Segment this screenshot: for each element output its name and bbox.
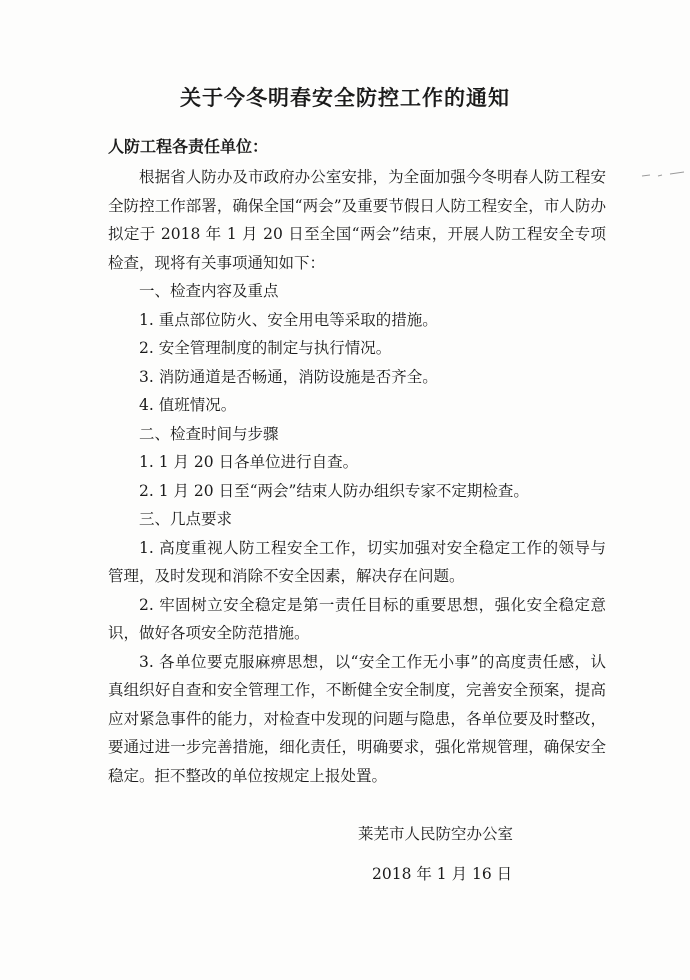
document-body — [108, 163, 606, 790]
section-heading-2: 二、检查时间与步骤 — [139, 424, 279, 443]
list-item: 3. 消防通道是否畅通，消防设施是否齐全。 — [139, 367, 438, 386]
list-item: 1. 1 月 20 日各单位进行自查。 — [139, 453, 359, 471]
section-heading-1: 一、检查内容及重点 — [139, 282, 279, 300]
scan-artifact-mark — [640, 168, 686, 180]
signature-organization: 莱芜市人民防空办公室 — [358, 825, 514, 843]
list-item: 2. 牢固树立安全稳定是第一责任目标的重要思想，强化安全稳定意识，做好各项安全防范措施。 — [108, 595, 606, 642]
document-title: 关于今冬明春安全防控工作的通知 — [180, 85, 510, 110]
list-item: 1. 高度重视人防工程安全工作，切实加强对安全稳定工作的领导与管理，及时发现和消除不安全因素，解决存在问题。 — [108, 538, 606, 585]
list-item: 2. 安全管理制度的制定与执行情况。 — [139, 339, 392, 357]
list-item: 4. 值班情况。 — [139, 396, 237, 414]
intro-paragraph: 根据省人防办及市政府办公室安排，为全面加强今冬明春人防工程安全防控工作部署，确保全国“两会”及重要节假日人防工程安全，市人防办拟定于 2018 年 1 月 20 日至全国“两会”结束，开展人防工程安全专项检查，现将有关事项通知如下： — [108, 168, 606, 272]
salutation: 人防工程各责任单位： — [108, 137, 269, 156]
section-heading-3: 三、几点要求 — [139, 510, 233, 528]
list-item: 2. 1 月 20 日至“两会”结束人防办组织专家不定期检查。 — [139, 481, 529, 500]
list-item: 1. 重点部位防火、安全用电等采取的措施。 — [139, 310, 438, 329]
signature-date: 2018 年 1 月 16 日 — [372, 865, 513, 883]
list-item: 3. 各单位要克服麻痹思想，以“安全工作无小事”的高度责任感，认真组织好自查和安全管理工作，不断健全安全制度，完善安全预案，提高应对紧急事件的能力，对检查中发现的问题与隐患，各单位要及时整改，要通过进一步完善措施，细化责任，明确要求，强化常规管理，确保安全稳定。拒不整改的单位按规定上报处置。 — [108, 652, 606, 785]
